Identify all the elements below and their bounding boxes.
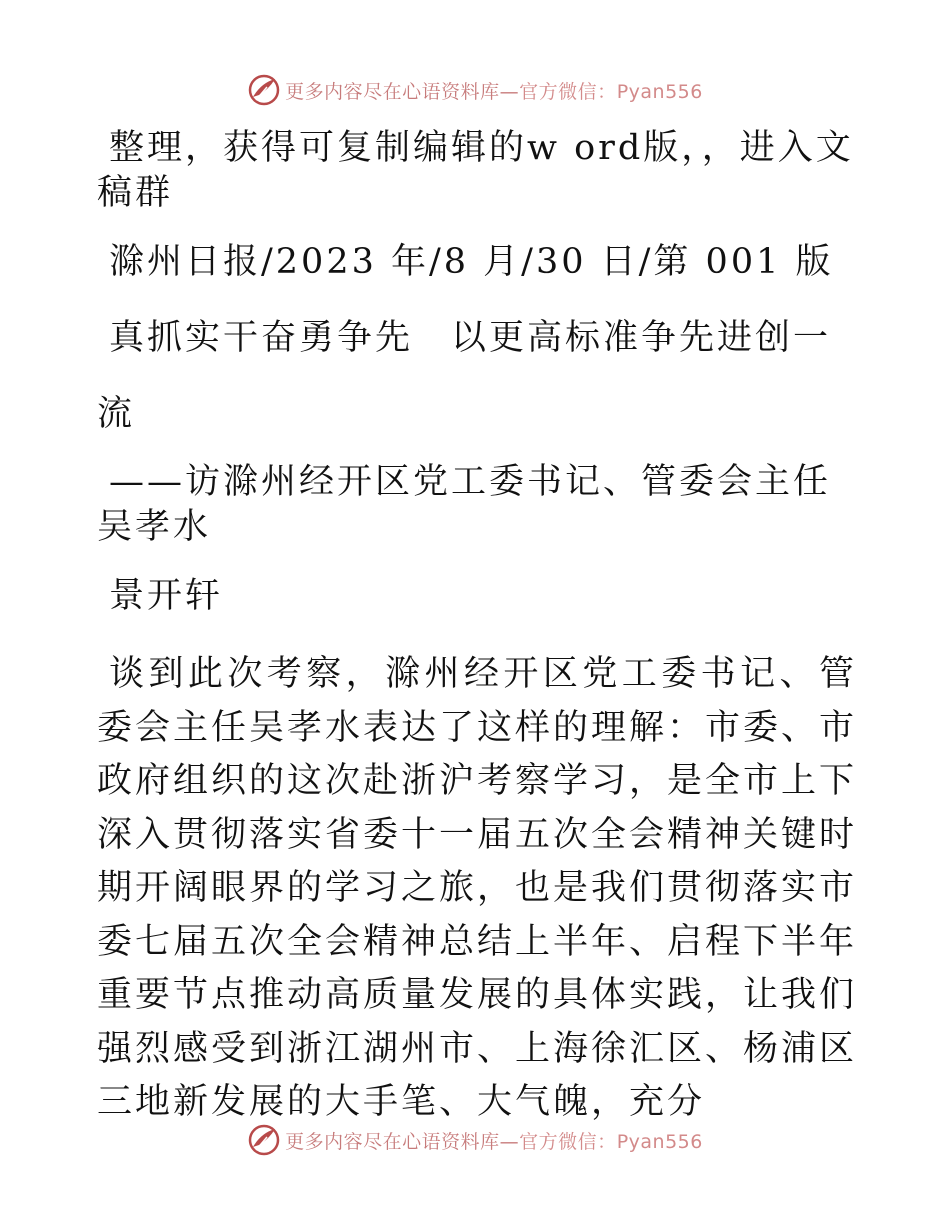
quill-logo-icon [247, 73, 281, 107]
subheadline: ——访滁州经开区党工委书记、管委会主任吴孝水 [97, 462, 832, 547]
intro-line: 整理，获得可复制编辑的w ord版，，进入文稿群 [97, 128, 854, 213]
article-paragraph: 谈到此次考察，滁州经开区党工委书记、管委会主任吴孝水表达了这样的理解：市委、市政府组织的这次赴浙沪考察学习，是全市上下深入贯彻落实省委十一届五次全会精神关键时期开阔眼界的学习之旅，也是我们贯彻落实市委七届五次全会精神总结上半年、启程下半年重要节点推动高质量发展的具体实践，让我们强烈感受到浙江湖州市、上海徐汇区、杨浦区三地新发展的大手笔、大气魄，充分 [97, 654, 858, 1122]
watermark-dash: — [499, 80, 520, 103]
watermark-wechat-id: Pyan556 [616, 1130, 703, 1153]
watermark-site-text: 更多内容尽在心语资料库 [285, 80, 500, 103]
footer-watermark [0, 1120, 950, 1160]
dateline: 滁州日报/2023 年/8 月/30 日/第 001 版 [109, 242, 834, 282]
watermark-dash: — [499, 1130, 520, 1153]
author: 景开轩 [109, 576, 224, 616]
watermark-wechat-id: Pyan556 [616, 80, 703, 103]
header-watermark [0, 70, 950, 110]
document-body [97, 118, 857, 1130]
watermark-wechat-label: 官方微信： [519, 1130, 617, 1153]
watermark-site-text: 更多内容尽在心语资料库 [285, 1130, 500, 1153]
quill-logo-icon [247, 1123, 281, 1157]
watermark-wechat-label: 官方微信： [519, 80, 617, 103]
headline: 真抓实干奋勇争先 以更高标准争先进创一流 [97, 318, 832, 434]
